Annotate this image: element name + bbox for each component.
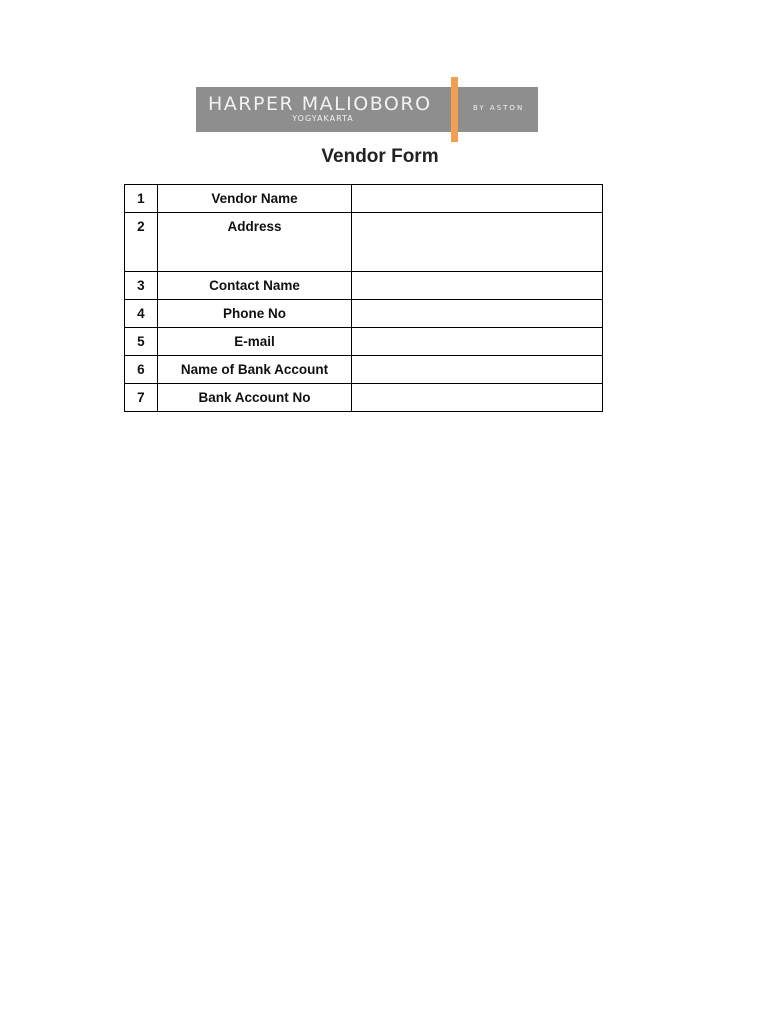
field-label: E-mail (157, 328, 351, 356)
field-label: Bank Account No (157, 384, 351, 412)
hotel-logo (196, 87, 538, 132)
email-field[interactable] (352, 328, 603, 356)
table-row (125, 356, 603, 384)
table-row (125, 300, 603, 328)
row-number: 2 (125, 213, 158, 272)
logo-sub-text: YOGYAKARTA (292, 114, 354, 123)
field-label: Contact Name (157, 272, 351, 300)
field-label: Vendor Name (157, 185, 351, 213)
bank-account-no-field[interactable] (352, 384, 603, 412)
row-number: 4 (125, 300, 158, 328)
row-number: 3 (125, 272, 158, 300)
vendor-form-table (124, 184, 603, 412)
address-field[interactable] (352, 213, 603, 272)
logo-main-text: HARPER MALIOBORO (208, 93, 432, 115)
table-row (125, 328, 603, 356)
field-label: Address (157, 213, 351, 272)
bank-account-name-field[interactable] (352, 356, 603, 384)
field-label: Name of Bank Account (157, 356, 351, 384)
vendor-name-field[interactable] (352, 185, 603, 213)
logo-by-text: BY ASTON (473, 104, 525, 112)
field-label: Phone No (157, 300, 351, 328)
phone-no-field[interactable] (352, 300, 603, 328)
row-number: 1 (125, 185, 158, 213)
row-number: 5 (125, 328, 158, 356)
page-title: Vendor Form (321, 146, 439, 167)
table-row (125, 384, 603, 412)
table-row (125, 272, 603, 300)
row-number: 6 (125, 356, 158, 384)
table-row (125, 185, 603, 213)
logo-accent-bar (451, 77, 458, 142)
table-row (125, 213, 603, 272)
contact-name-field[interactable] (352, 272, 603, 300)
row-number: 7 (125, 384, 158, 412)
